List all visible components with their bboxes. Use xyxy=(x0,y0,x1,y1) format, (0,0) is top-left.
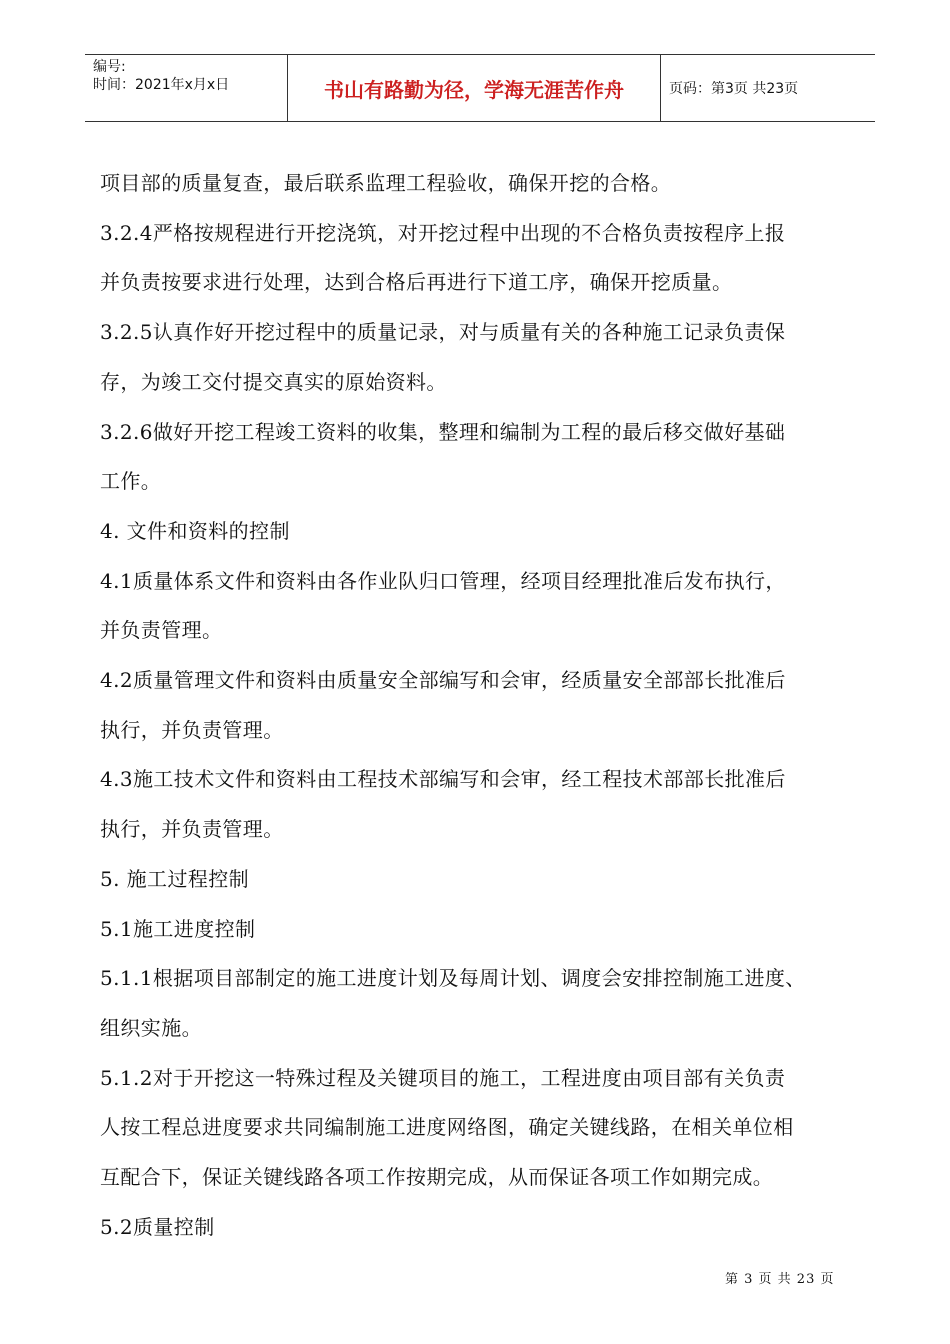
body-line: 4.2质量管理文件和资料由质量安全部编写和会审，经质量安全部部长批准后 xyxy=(100,668,786,693)
page-header xyxy=(85,54,875,122)
page-footer: 第 3 页 共 23 页 xyxy=(725,1272,835,1287)
document-time-label: 时间：2021年x月x日 xyxy=(93,77,230,93)
body-line: 执行，并负责管理。 xyxy=(100,817,284,842)
body-line: 4.1质量体系文件和资料由各作业队归口管理，经项目经理批准后发布执行， xyxy=(100,568,786,593)
subsection-heading: 5.2质量控制 xyxy=(100,1214,215,1239)
section-heading: 5. 施工过程控制 xyxy=(100,866,250,891)
body-line: 3.2.4严格按规程进行开挖浇筑，对开挖过程中出现的不合格负责按程序上报 xyxy=(100,220,786,245)
body-line: 互配合下，保证关键线路各项工作按期完成，从而保证各项工作如期完成。 xyxy=(100,1165,774,1190)
body-line: 项目部的质量复查，最后联系监理工程验收，确保开挖的合格。 xyxy=(100,171,672,195)
header-meta xyxy=(85,55,288,121)
document-body xyxy=(100,159,880,1252)
body-line: 组织实施。 xyxy=(100,1015,202,1040)
body-line: 3.2.6做好开挖工程竣工资料的收集，整理和编制为工程的最后移交做好基础 xyxy=(100,419,786,444)
subsection-heading: 5.1施工进度控制 xyxy=(100,916,256,941)
body-line: 执行，并负责管理。 xyxy=(100,717,284,742)
body-line: 存，为竣工交付提交真实的原始资料。 xyxy=(100,369,447,394)
body-line: 并负责按要求进行处理，达到合格后再进行下道工序，确保开挖质量。 xyxy=(100,270,733,295)
body-line: 3.2.5认真作好开挖过程中的质量记录，对与质量有关的各种施工记录负责保 xyxy=(100,320,786,345)
section-heading: 4. 文件和资料的控制 xyxy=(100,518,290,543)
body-line: 5.1.1根据项目部制定的施工进度计划及每周计划、调度会安排控制施工进度、 xyxy=(100,966,806,991)
body-line: 4.3施工技术文件和资料由工程技术部编写和会审，经工程技术部部长批准后 xyxy=(100,767,786,792)
body-line: 并负责管理。 xyxy=(100,618,223,643)
header-slogan: 书山有路勤为径，学海无涯苦作舟 xyxy=(288,55,661,121)
body-line: 5.1.2对于开挖这一特殊过程及关键项目的施工，工程进度由项目部有关负责 xyxy=(100,1065,786,1090)
body-line: 人按工程总进度要求共同编制施工进度网络图，确定关键线路，在相关单位相 xyxy=(100,1115,794,1140)
body-line: 工作。 xyxy=(100,469,162,494)
document-number-label: 编号: xyxy=(93,59,126,75)
header-page-info: 页码：第3页 共23页 xyxy=(669,81,799,97)
